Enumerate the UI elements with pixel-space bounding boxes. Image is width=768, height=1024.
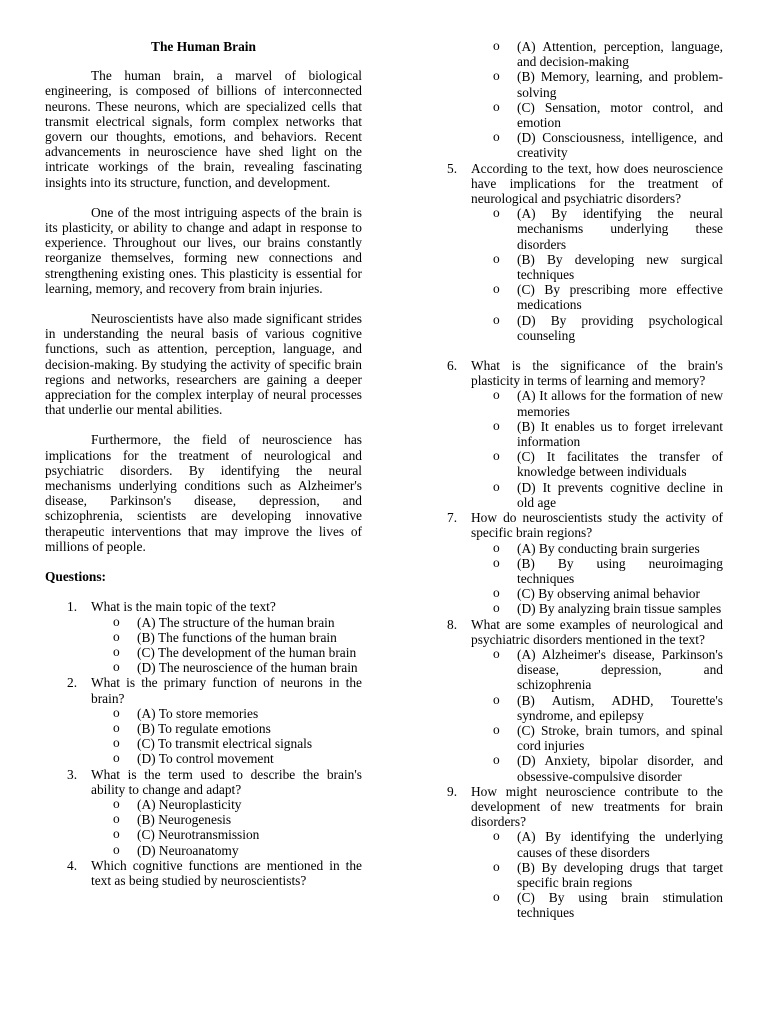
option-text: (C) By observing animal behavior [517,586,700,602]
answer-option [471,130,723,160]
option-list [471,388,723,510]
option-text: (D) The neuroscience of the human brain [137,660,358,676]
question-list-left [45,599,362,888]
option-text: (A) It allows for the formation of new memories [517,388,723,419]
question-number: 8. [447,616,458,632]
question-item [425,617,723,784]
option-text: (B) By developing drugs that target specific brain regions [517,859,723,890]
bullet-icon: o [493,68,500,84]
answer-option [471,753,723,783]
answer-option [471,69,723,99]
answer-option [91,797,362,812]
answer-option [91,721,362,736]
answer-option [91,736,362,751]
option-text: (C) To transmit electrical signals [137,736,313,752]
question-text: What are some examples of neurological and psychiatric disorders mentioned in the text? [471,616,723,647]
option-text: (C) It facilitates the transfer of knowledge between individuals [517,449,723,480]
bullet-icon: o [113,811,120,827]
option-text: (A) By identifying the underlying causes of these disorders [517,829,723,860]
option-text: (C) Neurotransmission [137,827,260,843]
answer-option [471,723,723,753]
question-text: Which cognitive functions are mentioned in the text as being studied by neuroscientists? [91,857,362,888]
bullet-icon: o [493,539,500,555]
answer-option [471,480,723,510]
question-number: 9. [447,783,458,799]
question-list-right [425,39,723,921]
paragraph-2: One of the most intriguing aspects of the brain is its plasticity, or ability to change and adapt in response to experience. Throughout our lives, our brains constantly reorganize themselves, forming new connections and strengthening existing ones. This plasticity is essential for learning, memory, and recovery from brain injuries. [45,204,362,296]
question-item [425,358,723,510]
option-text: (D) By analyzing brain tissue samples [517,601,722,617]
option-list [471,829,723,920]
questions-heading: Questions: [45,569,107,585]
answer-option [91,630,362,645]
answer-option [471,449,723,479]
answer-option [471,388,723,418]
option-text: (A) Alzheimer's disease, Parkinson's disease, depression, and schizophrenia [517,646,723,693]
option-text: (C) By using brain stimulation techniques [517,890,723,921]
left-column [45,39,362,888]
option-text: (C) By prescribing more effective medications [517,282,723,313]
option-text: (D) Anxiety, bipolar disorder, and obsessive-compulsive disorder [517,753,723,784]
question-item [45,767,362,858]
option-text: (C) The development of the human brain [137,644,357,660]
answer-option [471,206,723,252]
option-list [91,615,362,676]
bullet-icon: o [493,889,500,905]
answer-option [91,645,362,660]
right-column [425,39,723,921]
bullet-icon: o [493,38,500,53]
option-list [471,39,723,161]
bullet-icon: o [493,858,500,874]
page-title: The Human Brain [151,39,256,54]
answer-option [471,890,723,920]
question-item [425,510,723,616]
answer-option [91,706,362,721]
answer-option [91,827,362,842]
answer-option [471,541,723,556]
option-text: (D) To control movement [137,751,274,767]
option-text: (D) Neuroanatomy [137,842,239,858]
answer-option [91,843,362,858]
paragraph-3: Neuroscientists have also made significant strides in understanding the neural basis of various cognitive functions, such as attention, perception, language, and decision-making. By studying the activity of specific brain regions and networks, researchers are gaining a deeper appreciation for the complex interplay of neural processes that underlie our mental abilities. [45,311,362,418]
bullet-icon: o [493,828,500,844]
question-text: How might neuroscience contribute to the development of new treatments for brain disorders? [471,783,723,830]
option-text: (B) The functions of the human brain [137,629,337,645]
answer-option [91,812,362,827]
option-text: (D) Consciousness, intelligence, and creativity [517,130,723,161]
bullet-icon: o [493,691,500,707]
question-number: 5. [447,160,458,176]
option-list [91,797,362,858]
question-number: 6. [447,358,458,374]
answer-option [471,586,723,601]
bullet-icon: o [493,585,500,601]
bullet-icon: o [113,659,120,675]
option-text: (C) Stroke, brain tumors, and spinal cord injuries [517,722,723,754]
option-list [471,541,723,617]
option-text: (A) By conducting brain surgeries [517,540,700,556]
answer-option [471,313,723,343]
bullet-icon: o [493,645,500,661]
bullet-icon: o [113,704,120,720]
answer-option [471,100,723,130]
option-list [471,206,723,343]
bullet-icon: o [113,735,120,751]
bullet-icon: o [493,721,500,737]
bullet-icon: o [493,281,500,297]
answer-option [471,693,723,723]
question-text: What is the significance of the brain's plasticity in terms of learning and memory? [471,358,723,389]
bullet-icon: o [493,600,500,616]
bullet-icon: o [493,250,500,266]
answer-option [471,829,723,859]
bullet-icon: o [113,750,120,766]
question-number: 2. [67,675,78,691]
option-text: (B) To regulate emotions [137,720,271,736]
question-item [45,599,362,675]
answer-option [471,252,723,282]
question-text: According to the text, how does neuroscience have implications for the treatment of neurological and psychiatric disorders? [471,160,723,207]
bullet-icon: o [113,628,120,644]
option-text: (B) It enables us to forget irrelevant information [517,418,723,450]
question-text: What is the term used to describe the brain's ability to change and adapt? [91,766,362,797]
bullet-icon: o [493,752,500,768]
option-text: (B) By developing new surgical techniques [517,251,723,283]
question-number: 3. [67,766,78,782]
bullet-icon: o [113,643,120,659]
question-text: What is the main topic of the text? [91,599,276,615]
bullet-icon: o [493,417,500,433]
answer-option [471,39,723,69]
bullet-icon: o [493,98,500,114]
question-item [425,784,723,921]
bullet-icon: o [113,826,120,842]
answer-option [471,419,723,449]
question-number: 7. [447,510,458,526]
answer-option [471,601,723,616]
question-number: 1. [67,599,78,615]
question-number: 4. [67,857,78,873]
answer-option [91,660,362,675]
option-text: (A) By identifying the neural mechanisms underlying these disorders [517,206,723,252]
bullet-icon: o [493,311,500,327]
question-item [45,675,362,766]
option-list [471,647,723,784]
answer-option [471,647,723,693]
option-text: (A) Attention, perception, language, and decision-making [517,39,723,70]
bullet-icon: o [493,554,500,570]
bullet-icon: o [493,387,500,403]
paragraph-4: Furthermore, the field of neuroscience has implications for the treatment of neurological and psychiatric disorders. By identifying the neural mechanisms underlying conditions such as Alzheimer's disease, Parkinson's disease, depression, and schizophrenia, scientists are developing innovative therapeutic interventions that may improve the lives of millions of people. [45,432,362,554]
question-continued [425,39,723,161]
option-text: (A) Neuroplasticity [137,796,242,812]
answer-option [471,282,723,312]
bullet-icon: o [493,478,500,494]
bullet-icon: o [113,841,120,857]
bullet-icon: o [113,795,120,811]
option-text: (C) Sensation, motor control, and emotion [517,99,723,131]
question-text: What is the primary function of neurons in the brain? [91,675,362,706]
option-text: (A) To store memories [137,705,259,721]
bullet-icon: o [113,613,120,629]
question-item [45,858,362,888]
answer-option [91,615,362,630]
option-text: (B) Memory, learning, and problem-solving [517,69,723,100]
bullet-icon: o [493,448,500,464]
option-text: (B) Autism, ADHD, Tourette's syndrome, and epilepsy [517,692,723,723]
answer-option [471,556,723,586]
option-list [91,706,362,767]
answer-option [91,751,362,766]
question-item [425,161,723,343]
bullet-icon: o [113,719,120,735]
bullet-icon: o [493,205,500,221]
paragraph-1: The human brain, a marvel of biological engineering, is composed of billions of interconnected neurons. These neurons, which are specialized cells that transmit electrical signals, form complex networks that govern our thoughts, emotions, and behaviors. Recent advancements in neuroscience have shed light on the intricate workings of the brain, revealing fascinating insights into its structure, function, and development. [45,68,362,190]
question-text: How do neuroscientists study the activity of specific brain regions? [471,510,723,541]
option-text: (A) The structure of the human brain [137,614,335,630]
option-text: (B) By using neuroimaging techniques [517,555,723,586]
answer-option [471,860,723,890]
option-text: (D) It prevents cognitive decline in old age [517,479,723,510]
bullet-icon: o [493,129,500,145]
option-text: (D) By providing psychological counseling [517,312,723,343]
option-text: (B) Neurogenesis [137,812,232,828]
